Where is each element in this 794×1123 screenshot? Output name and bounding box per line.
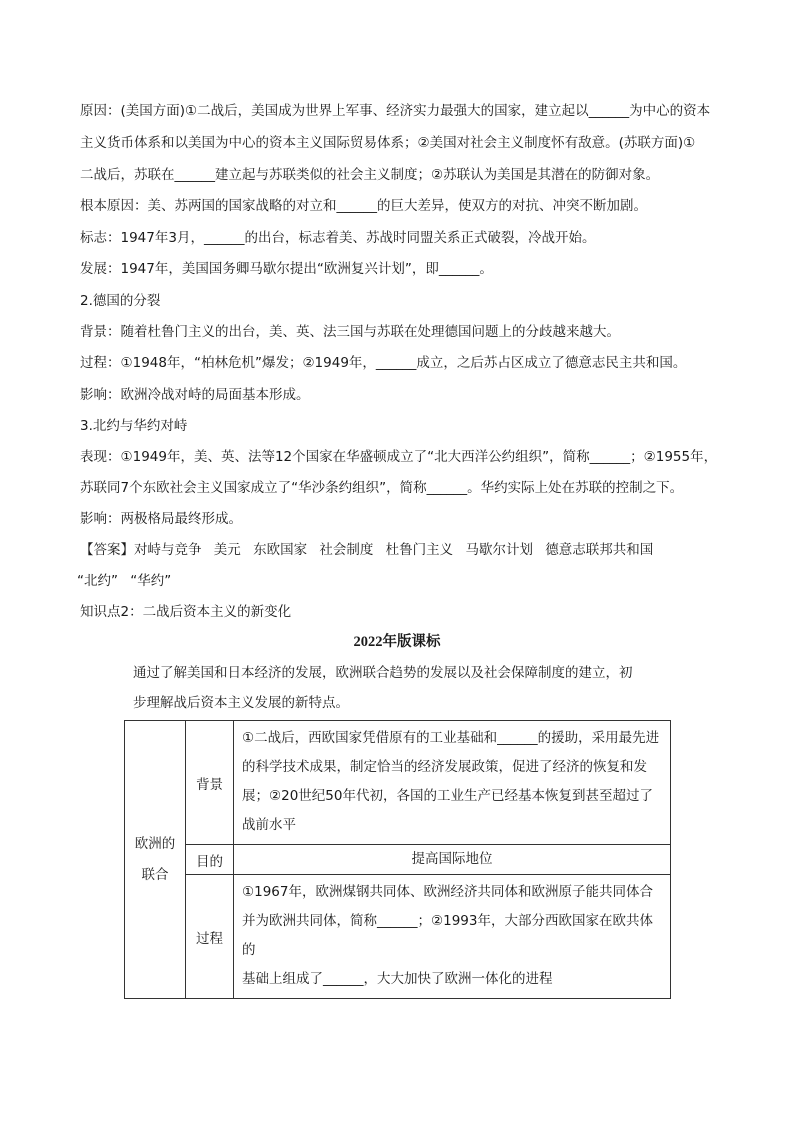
germany-heading: 2.德国的分裂 [80,293,161,309]
background-line-2: 的科学技术成果，制定恰当的经济发展政策，促进了经济的恢复和发 [242,759,647,775]
row-content-purpose: 提高国际地位 [234,845,671,875]
table-group-label-line-1: 欧洲的 [134,835,176,852]
background-line-1: ①二战后，西欧国家凭借原有的工业基础和______的援助，采用最先进 [242,730,660,746]
curriculum-standard-title: 2022年版课标 [353,634,441,650]
table-row [125,875,671,999]
answer-line-2: “北约” “华约” [77,573,172,589]
cold-war-cause-line-2: 主义货币体系和以美国为中心的资本主义国际贸易体系；②美国对社会主义制度怀有敌意。(苏联方面)① [80,135,696,151]
cold-war-cause-line-3: 二战后，苏联在______建立起与苏联类似的社会主义制度；②苏联认为美国是其潜在的防御对象。 [80,167,660,183]
row-label-process: 过程 [186,875,234,999]
cold-war-root-cause: 根本原因：美、苏两国的国家战略的对立和______的巨大差异，使双方的对抗、冲突不断加剧。 [80,198,647,214]
background-line-3: 展；②20世纪50年代初，各国的工业生产已经基本恢复到甚至超过了 [242,788,653,804]
curriculum-standard-line-2: 步理解战后资本主义发展的新特点。 [133,695,349,711]
row-label-background: 背景 [186,721,234,845]
nato-performance-line-2: 苏联同7个东欧社会主义国家成立了“华沙条约组织”，简称______。华约实际上处在苏联的控制之下。 [80,480,684,496]
cold-war-development: 发展：1947年，美国国务卿马歇尔提出“欧洲复兴计划”，即______。 [80,261,493,277]
germany-process: 过程：①1948年，“柏林危机”爆发；②1949年，______成立，之后苏占区成立了德意志民主共和国。 [80,355,687,371]
european-union-table [124,720,671,999]
table-row [125,845,671,875]
germany-impact: 影响：欧洲冷战对峙的局面基本形成。 [80,387,310,403]
background-line-4: 战前水平 [242,817,296,833]
process-line-1: ①1967年，欧洲煤钢共同体、欧洲经济共同体和欧洲原子能共同体合 [242,884,653,900]
table-row [125,721,671,845]
row-content-process [234,875,671,999]
row-content-background [234,721,671,845]
germany-background: 背景：随着杜鲁门主义的出台，美、英、法三国与苏联在处理德国问题上的分歧越来越大。 [80,324,620,340]
curriculum-standard-line-1: 通过了解美国和日本经济的发展，欧洲联合趋势的发展以及社会保障制度的建立，初 [133,665,633,681]
nato-impact: 影响：两极格局最终形成。 [80,511,242,527]
cold-war-cause-line-1: 原因：(美国方面)①二战后，美国成为世界上军事、经济实力最强大的国家，建立起以______为中心的资本 [80,103,711,119]
answer-line-1: 【答案】对峙与竞争 美元 东欧国家 社会制度 杜鲁门主义 马歇尔计划 德意志联邦共和国 [80,542,654,558]
process-line-2: 并为欧洲共同体，简称______；②1993年，大部分西欧国家在欧共体的 [242,913,653,958]
knowledge-point-2-heading: 知识点2：二战后资本主义的新变化 [80,604,292,620]
nato-performance-line-1: 表现：①1949年，美、英、法等12个国家在华盛顿成立了“北大西洋公约组织”，简称______；②1955年， [80,449,718,465]
table-group-label [125,721,186,999]
nato-heading: 3.北约与华约对峙 [80,418,188,434]
cold-war-sign: 标志：1947年3月，______的出台，标志着美、苏战时同盟关系正式破裂，冷战开始。 [80,230,596,246]
table-group-label-line-2: 联合 [141,866,169,883]
row-label-purpose: 目的 [186,845,234,875]
process-line-3: 基础上组成了______，大大加快了欧洲一体化的进程 [242,971,553,987]
